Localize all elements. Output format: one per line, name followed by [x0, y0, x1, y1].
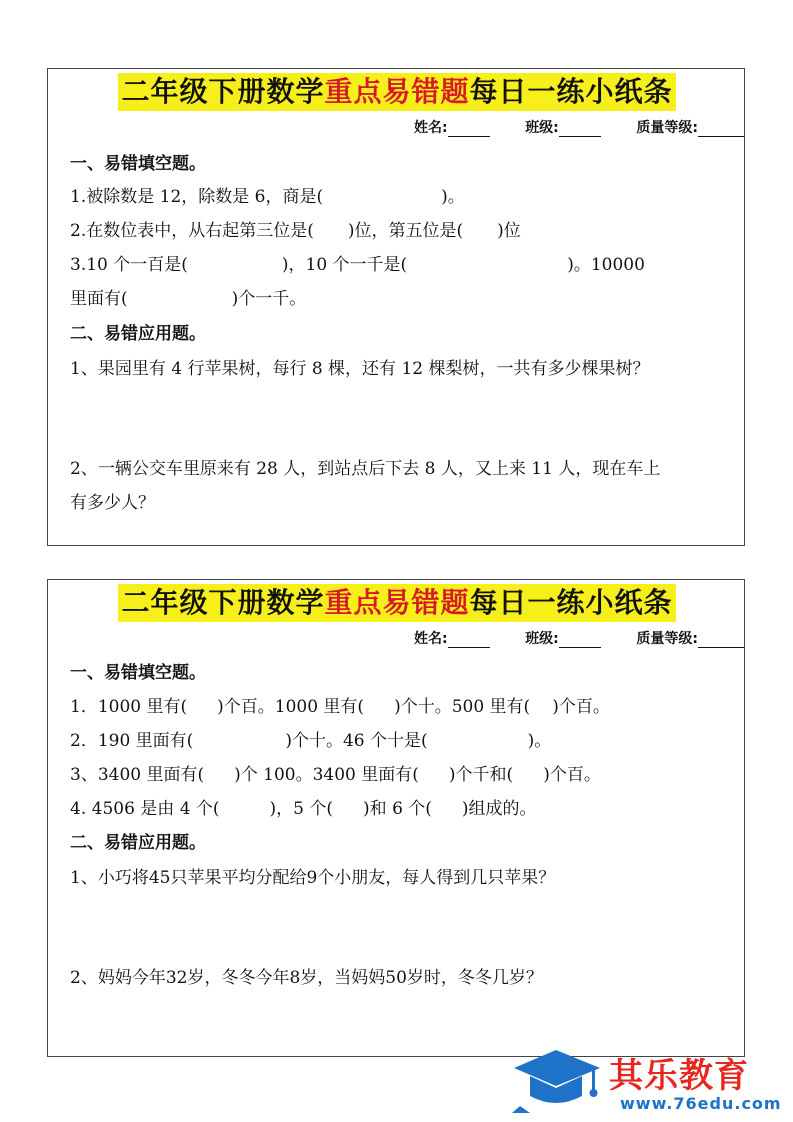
grade-field[interactable]: [636, 628, 744, 648]
grade-field[interactable]: [636, 117, 744, 137]
title-prefix: 二年级下册数学: [121, 586, 325, 619]
problem-2: 2、妈妈今年32岁，冬冬今年8岁，当妈妈50岁时，冬冬几岁？: [70, 968, 543, 988]
question-1: 1．1000 里有( )个百。1000 里有( )个十。500 里有( )个百。: [70, 697, 610, 717]
problem-2-cont: 有多少人？: [70, 493, 155, 513]
question-1: 1.被除数是 12，除数是 6，商是( )。: [70, 187, 465, 207]
card-title: [118, 73, 676, 111]
question-3: 3、3400 里面有( )个 100。3400 里面有( )个千和( )个百。: [70, 765, 601, 785]
name-label: 姓名:: [414, 631, 448, 647]
worksheet-card-2: [47, 579, 745, 1057]
graduation-cap-icon: [508, 1044, 606, 1114]
section-word-problems: 二、易错应用题。: [70, 833, 206, 853]
info-line: [414, 626, 744, 648]
card-title: [118, 584, 676, 622]
brand-url[interactable]: www.76edu.com: [620, 1094, 782, 1113]
section-fill-blank: 一、易错填空题。: [70, 154, 206, 174]
title-highlight: 重点易错题: [324, 586, 470, 619]
grade-label: 质量等级:: [636, 120, 698, 136]
problem-2: 2、一辆公交车里原来有 28 人，到站点后下去 8 人，又上来 11 人，现在车上: [70, 459, 661, 479]
question-2: 2.在数位表中，从右起第三位是( )位，第五位是( )位: [70, 221, 521, 241]
name-label: 姓名:: [414, 120, 448, 136]
title-suffix: 每日一练小纸条: [469, 75, 673, 108]
title-prefix: 二年级下册数学: [121, 75, 325, 108]
class-label: 班级:: [525, 631, 559, 647]
grade-label: 质量等级:: [636, 631, 698, 647]
question-2: 2．190 里面有( )个十。46 个十是( )。: [70, 731, 552, 751]
section-fill-blank: 一、易错填空题。: [70, 663, 206, 683]
problem-1: 1、小巧将45只苹果平均分配给9个小朋友，每人得到几只苹果？: [70, 868, 556, 888]
worksheet-card-1: [47, 68, 745, 546]
brand-logo: [508, 1044, 788, 1114]
info-line: [414, 115, 744, 137]
class-field[interactable]: [525, 628, 601, 648]
title-highlight: 重点易错题: [324, 75, 470, 108]
problem-1: 1、果园里有 4 行苹果树，每行 8 棵，还有 12 棵梨树，一共有多少棵果树？: [70, 359, 650, 379]
question-3-cont: 里面有( )个一千。: [70, 289, 307, 309]
class-field[interactable]: [525, 117, 601, 137]
name-field[interactable]: [414, 117, 490, 137]
name-field[interactable]: [414, 628, 490, 648]
title-suffix: 每日一练小纸条: [469, 586, 673, 619]
question-4: 4. 4506 是由 4 个( )，5 个( )和 6 个( )组成的。: [70, 799, 537, 819]
brand-name: 其乐教育: [609, 1056, 749, 1096]
section-word-problems: 二、易错应用题。: [70, 324, 206, 344]
question-3: 3.10 个一百是( )，10 个一千是( )。10000: [70, 255, 645, 275]
class-label: 班级:: [525, 120, 559, 136]
